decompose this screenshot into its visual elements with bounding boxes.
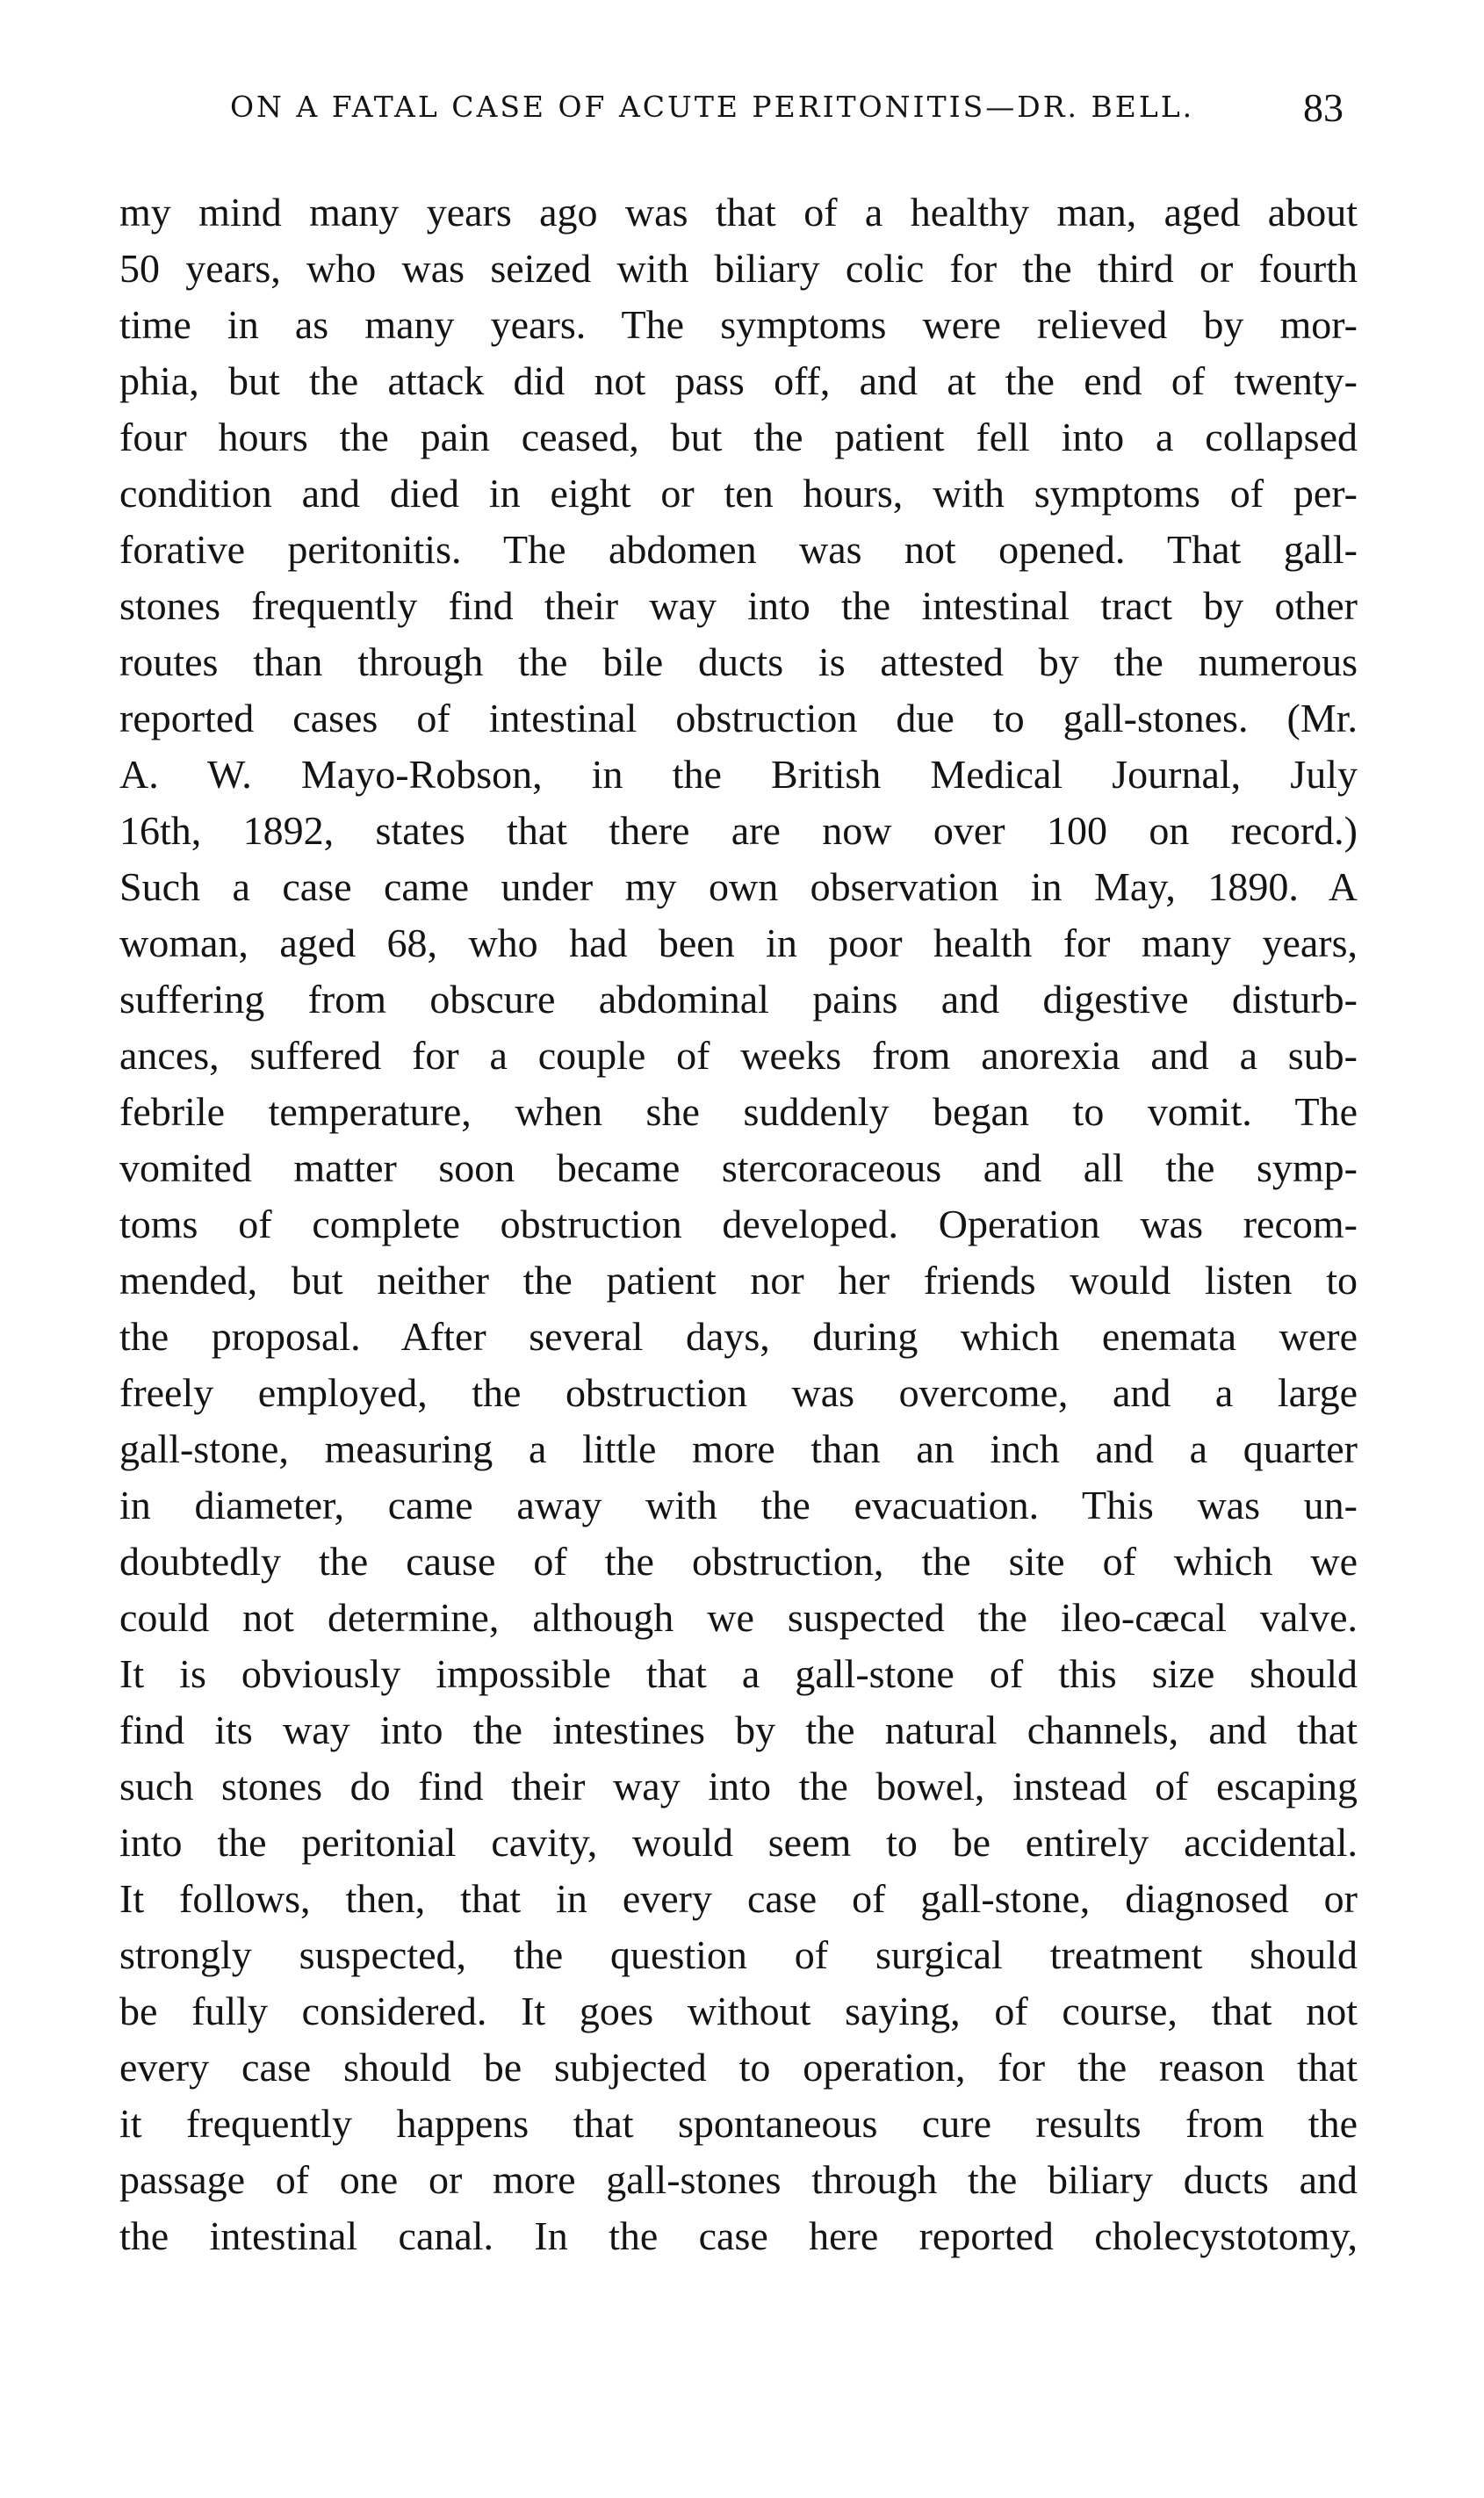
text-line: the proposal. After several days, during which enemata were	[119, 1314, 1358, 1359]
text-line: the intestinal canal. In the case here reported cholecystotomy,	[119, 2213, 1358, 2258]
text-line: four hours the pain ceased, but the patient fell into a collapsed	[119, 415, 1358, 459]
text-line: doubtedly the cause of the obstruction, the site of which we	[119, 1539, 1358, 1584]
text-line: reported cases of intestinal obstruction due to gall-stones. (Mr.	[119, 696, 1358, 740]
text-line: febrile temperature, when she suddenly began to vomit. The	[119, 1089, 1358, 1134]
text-line: into the peritonial cavity, would seem to be entirely accidental.	[119, 1820, 1358, 1865]
text-line: It is obviously impossible that a gall-stone of this size should	[119, 1651, 1358, 1696]
text-line: condition and died in eight or ten hours, with symptoms of per-	[119, 471, 1358, 516]
text-line: my mind many years ago was that of a healthy man, aged about	[119, 190, 1358, 235]
text-line: ances, suffered for a couple of weeks from anorexia and a sub-	[119, 1033, 1358, 1078]
text-line: suffering from obscure abdominal pains and digestive disturb-	[119, 977, 1358, 1022]
text-line: It follows, then, that in every case of gall-stone, diagnosed or	[119, 1876, 1358, 1921]
text-line: every case should be subjected to operation, for the reason that	[119, 2045, 1358, 2090]
page-number: 83	[1303, 85, 1344, 130]
text-line: be fully considered. It goes without saying, of course, that not	[119, 1989, 1358, 2033]
text-line: A. W. Mayo-Robson, in the British Medical Journal, July	[119, 752, 1358, 797]
text-line: stones frequently find their way into the intestinal tract by other	[119, 583, 1358, 628]
text-line: Such a case came under my own observation in May, 1890. A	[119, 864, 1358, 909]
text-line: passage of one or more gall-stones through the biliary ducts and	[119, 2157, 1358, 2202]
text-line: 50 years, who was seized with biliary colic for the third or fourth	[119, 246, 1358, 291]
body-text	[119, 184, 1358, 2264]
text-line: find its way into the intestines by the natural channels, and that	[119, 1707, 1358, 1752]
text-line: it frequently happens that spontaneous cure results from the	[119, 2101, 1358, 2146]
text-line: 16th, 1892, states that there are now over 100 on record.)	[119, 808, 1358, 853]
text-line: time in as many years. The symptoms were relieved by mor-	[119, 302, 1358, 347]
text-line: routes than through the bile ducts is attested by the numerous	[119, 639, 1358, 684]
text-line: woman, aged 68, who had been in poor health for many years,	[119, 921, 1358, 965]
text-line: vomited matter soon became stercoraceous and all the symp-	[119, 1145, 1358, 1190]
text-line: toms of complete obstruction developed. Operation was recom-	[119, 1202, 1358, 1246]
text-line: strongly suspected, the question of surgical treatment should	[119, 1932, 1358, 1977]
text-line: phia, but the attack did not pass off, and at the end of twenty-	[119, 358, 1358, 403]
text-line: such stones do find their way into the bowel, instead of escaping	[119, 1764, 1358, 1809]
text-line: mended, but neither the patient nor her friends would listen to	[119, 1258, 1358, 1303]
running-title: ON A FATAL CASE OF ACUTE PERITONITIS—DR. BELL.	[230, 90, 1195, 124]
text-line: forative peritonitis. The abdomen was not opened. That gall-	[119, 527, 1358, 572]
text-line: freely employed, the obstruction was overcome, and a large	[119, 1370, 1358, 1415]
text-line: in diameter, came away with the evacuation. This was un-	[119, 1483, 1358, 1527]
text-line: could not determine, although we suspected the ileo-cæcal valve.	[119, 1595, 1358, 1640]
running-head	[114, 84, 1361, 137]
text-line: gall-stone, measuring a little more than an inch and a quarter	[119, 1426, 1358, 1471]
